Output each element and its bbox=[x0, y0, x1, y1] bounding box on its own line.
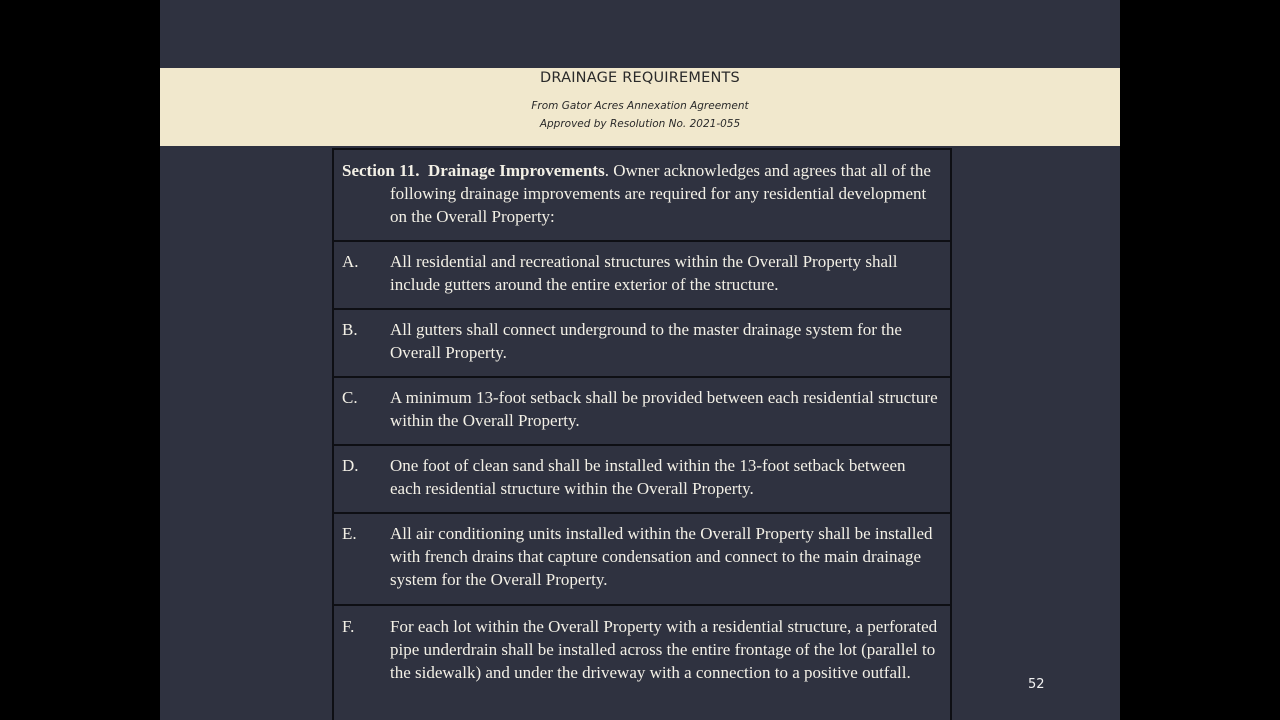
section-number: Section 11. bbox=[342, 161, 420, 180]
requirement-row-a bbox=[334, 242, 950, 310]
requirement-text: All gutters shall connect underground to the master drainage system for the Overall Property. bbox=[390, 320, 902, 362]
requirements-table bbox=[332, 148, 952, 720]
requirement-letter: D. bbox=[342, 456, 359, 475]
section-heading: Drainage Improvements bbox=[427, 161, 605, 180]
source-subtitle: From Gator Acres Annexation Agreement bbox=[531, 100, 749, 112]
title-banner bbox=[160, 68, 1120, 146]
requirement-letter: F. bbox=[342, 617, 355, 636]
page-title: DRAINAGE REQUIREMENTS bbox=[540, 70, 740, 86]
approval-subtitle: Approved by Resolution No. 2021-055 bbox=[539, 118, 741, 130]
section-header-row bbox=[334, 150, 950, 242]
requirement-text: All residential and recreational structures within the Overall Property shall include gutters around the entire exterior of the structure. bbox=[390, 252, 898, 294]
requirement-row-b bbox=[334, 310, 950, 378]
requirement-letter: B. bbox=[342, 320, 358, 339]
section-paragraph bbox=[342, 159, 940, 228]
requirement-row-e bbox=[334, 514, 950, 606]
requirement-row-f bbox=[334, 606, 950, 720]
requirement-letter: C. bbox=[342, 388, 358, 407]
requirement-letter: E. bbox=[342, 524, 357, 543]
requirement-text: For each lot within the Overall Property with a residential structure, a perforated pipe underdrain shall be installed across the entire frontage of the lot (parallel to the sidewalk) and under the driveway with a connection to a positive outfall. bbox=[390, 617, 938, 682]
requirement-text: One foot of clean sand shall be installed within the 13-foot setback between each residential structure within the Overall Property. bbox=[390, 456, 906, 498]
page-number: 52 bbox=[1028, 677, 1045, 692]
requirement-text: All air conditioning units installed within the Overall Property shall be installed with french drains that capture condensation and connect to the main drainage system for the Overall Property. bbox=[390, 524, 933, 589]
slide bbox=[160, 0, 1120, 720]
section-intro: . Owner acknowledges and agrees that all of the following drainage improvements are required for any residential development on the Overall Property: bbox=[390, 161, 931, 226]
requirement-row-c bbox=[334, 378, 950, 446]
requirement-text: A minimum 13-foot setback shall be provided between each residential structure within the Overall Property. bbox=[390, 388, 938, 430]
requirement-letter: A. bbox=[342, 252, 359, 271]
requirement-row-d bbox=[334, 446, 950, 514]
